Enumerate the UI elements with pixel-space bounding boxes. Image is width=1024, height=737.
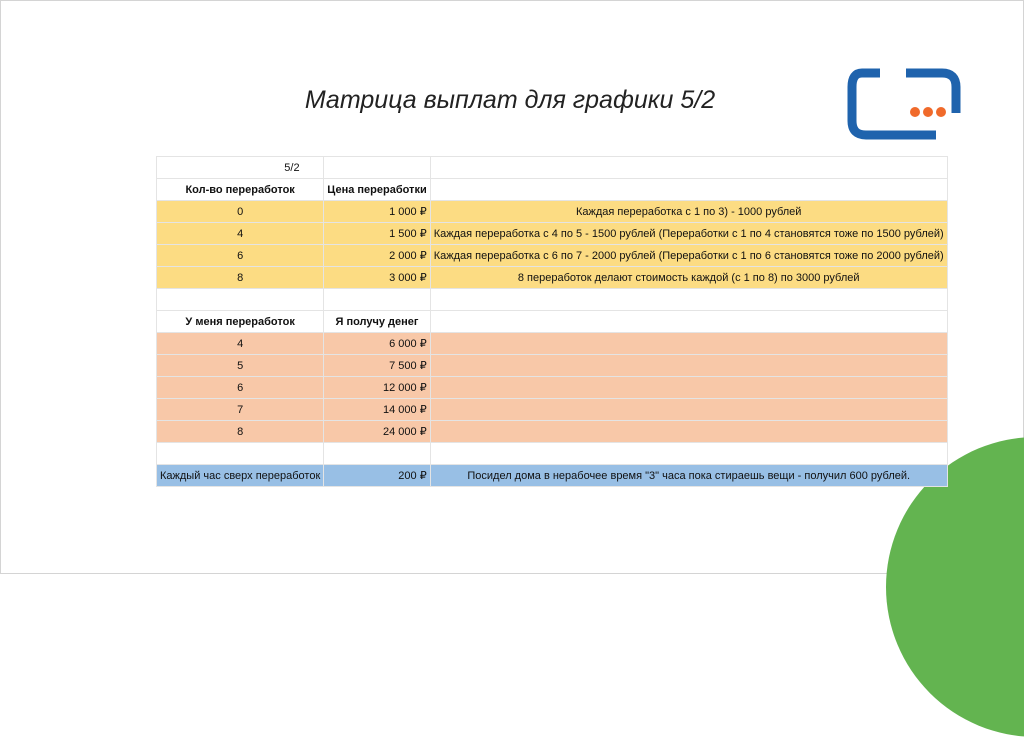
slide-title: Матрица выплат для графики 5/2 (304, 86, 716, 114)
extra-hour-note: Посидел дома в нерабочее время "3" часа пока стираешь вещи - получил 600 рублей. (430, 465, 947, 487)
overtime-count: 4 (157, 223, 324, 245)
table-row (157, 245, 948, 267)
section1-header-row (157, 179, 948, 201)
my-earnings-amount: 24 000 ₽ (324, 421, 430, 443)
table-row (157, 399, 948, 421)
table-row (157, 421, 948, 443)
extra-hour-label: Каждый час сверх переработок (157, 465, 324, 487)
header-my-overtime: У меня переработок (157, 311, 324, 333)
spacer-row (157, 289, 948, 311)
overtime-note: Каждая переработка с 4 по 5 - 1500 рублей (Переработки с 1 по 4 становятся тоже по 1500 рублей) (430, 223, 947, 245)
overtime-price: 2 000 ₽ (324, 245, 430, 267)
extra-hour-row (157, 465, 948, 487)
overtime-count: 6 (157, 245, 324, 267)
spacer-row (157, 443, 948, 465)
extra-hour-price: 200 ₽ (324, 465, 430, 487)
overtime-price: 1 500 ₽ (324, 223, 430, 245)
my-overtime-count: 5 (157, 355, 324, 377)
my-overtime-count: 6 (157, 377, 324, 399)
overtime-count: 0 (157, 201, 324, 223)
overtime-note: Каждая переработка с 6 по 7 - 2000 рублей (Переработки с 1 по 6 становятся тоже по 2000 рублей) (430, 245, 947, 267)
header-overtime-price: Цена переработки (324, 179, 430, 201)
my-earnings-amount: 6 000 ₽ (324, 333, 430, 355)
table-row (157, 333, 948, 355)
table-row (157, 223, 948, 245)
overtime-note: Каждая переработка с 1 по 3) - 1000 рублей (430, 201, 947, 223)
chat-bubble-logo-icon (846, 67, 962, 141)
section2-header-row (157, 311, 948, 333)
table-row (157, 201, 948, 223)
header-overtime-count: Кол-во переработок (157, 179, 324, 201)
my-overtime-count: 4 (157, 333, 324, 355)
my-overtime-count: 7 (157, 399, 324, 421)
table-row (157, 355, 948, 377)
table-row (157, 377, 948, 399)
overtime-note: 8 переработок делают стоимость каждой (с 1 по 8) по 3000 рублей (430, 267, 947, 289)
my-earnings-amount: 7 500 ₽ (324, 355, 430, 377)
payout-matrix-table (156, 156, 948, 487)
overtime-price: 3 000 ₽ (324, 267, 430, 289)
table-row (157, 267, 948, 289)
my-overtime-count: 8 (157, 421, 324, 443)
overtime-count: 8 (157, 267, 324, 289)
schedule-label: 5/2 (324, 157, 430, 179)
schedule-row (157, 157, 948, 179)
my-earnings-amount: 12 000 ₽ (324, 377, 430, 399)
my-earnings-amount: 14 000 ₽ (324, 399, 430, 421)
overtime-price: 1 000 ₽ (324, 201, 430, 223)
header-my-earnings: Я получу денег (324, 311, 430, 333)
